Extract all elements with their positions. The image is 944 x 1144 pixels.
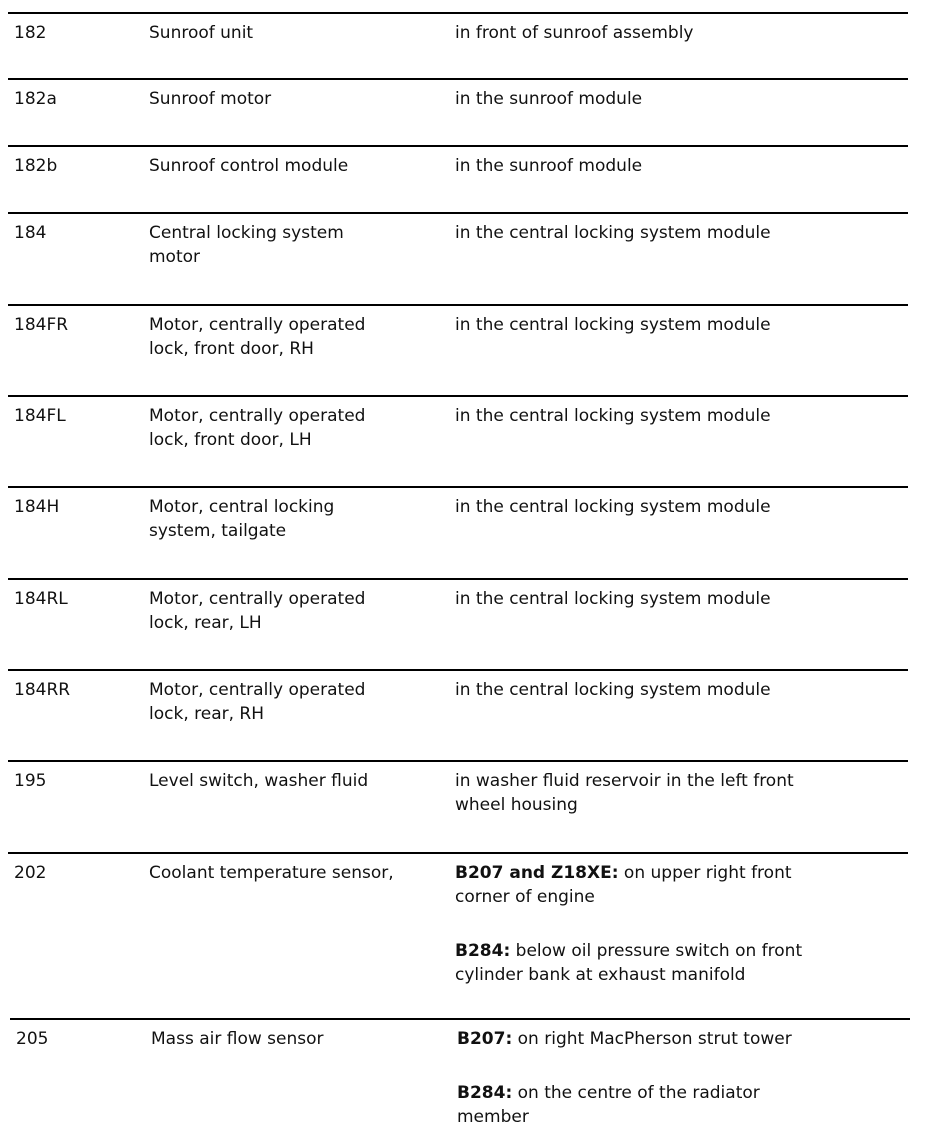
location-line <box>457 1027 792 1051</box>
location-paragraph <box>455 587 771 611</box>
component-location <box>455 678 771 702</box>
description-line: lock, front door, RH <box>149 339 314 359</box>
row-divider <box>8 12 908 14</box>
description-line: Central locking system <box>149 223 344 243</box>
component-description <box>151 1027 324 1051</box>
location-paragraph <box>455 939 802 987</box>
component-description <box>149 154 348 178</box>
component-code: 184RR <box>14 680 71 700</box>
location-line <box>457 1081 792 1105</box>
description-line: Mass air flow sensor <box>151 1029 324 1049</box>
row-divider <box>8 145 908 147</box>
component-description <box>149 221 344 269</box>
component-location <box>455 587 771 611</box>
component-location <box>455 154 642 178</box>
description-line: Motor, centrally operated <box>149 680 366 700</box>
location-paragraph <box>455 861 802 909</box>
row-divider <box>8 304 908 306</box>
location-line: cylinder bank at exhaust manifold <box>455 965 746 985</box>
component-description <box>149 21 253 45</box>
location-paragraph <box>455 87 642 111</box>
location-line: in the central locking system module <box>455 680 771 700</box>
description-line: system, tailgate <box>149 521 287 541</box>
engine-variant-label: B207: <box>457 1029 513 1049</box>
row-divider <box>10 1018 910 1020</box>
location-paragraph <box>455 678 771 702</box>
component-description <box>149 861 394 885</box>
component-code: 184H <box>14 497 60 517</box>
location-text: on the centre of the radiator <box>512 1083 760 1103</box>
location-paragraph <box>457 1081 792 1129</box>
row-divider <box>8 760 908 762</box>
location-text: on right MacPherson strut tower <box>512 1029 792 1049</box>
component-location <box>455 221 771 245</box>
description-line: Sunroof motor <box>149 89 272 109</box>
row-divider <box>8 669 908 671</box>
location-paragraph <box>455 495 771 519</box>
location-line: member <box>457 1107 529 1127</box>
row-divider <box>8 212 908 214</box>
component-code: 182a <box>14 89 57 109</box>
location-line: in washer fluid reservoir in the left front <box>455 771 794 791</box>
row-divider <box>8 486 908 488</box>
component-description <box>149 587 365 635</box>
location-line: in front of sunroof assembly <box>455 23 694 43</box>
location-line: in the central locking system module <box>455 315 771 335</box>
location-paragraph <box>455 21 693 45</box>
description-line: Motor, central locking <box>149 497 335 517</box>
location-line: corner of engine <box>455 887 595 907</box>
description-line: Motor, centrally operated <box>149 406 366 426</box>
component-description <box>149 769 368 793</box>
component-code: 184 <box>14 223 47 243</box>
component-description <box>149 404 365 452</box>
location-line <box>455 939 802 963</box>
description-line: lock, front door, LH <box>149 430 312 450</box>
component-location <box>455 313 771 337</box>
component-description <box>149 87 271 111</box>
engine-variant-label: B284: <box>455 941 511 961</box>
location-line: in the sunroof module <box>455 89 643 109</box>
description-line: lock, rear, LH <box>149 613 262 633</box>
location-paragraph <box>455 404 771 428</box>
location-line: in the central locking system module <box>455 589 771 609</box>
component-code: 182b <box>14 156 58 176</box>
component-code: 184FR <box>14 315 69 335</box>
location-text: on upper right front <box>618 863 792 883</box>
location-paragraph <box>455 313 771 337</box>
row-divider <box>8 578 908 580</box>
component-description <box>149 495 334 543</box>
description-line: lock, rear, RH <box>149 704 265 724</box>
location-paragraph <box>455 221 771 245</box>
location-line: in the central locking system module <box>455 497 771 517</box>
location-line: in the central locking system module <box>455 406 771 426</box>
component-location <box>455 87 642 111</box>
location-text: below oil pressure switch on front <box>510 941 803 961</box>
location-paragraph <box>455 769 794 817</box>
row-divider <box>8 395 908 397</box>
component-code: 182 <box>14 23 47 43</box>
component-location <box>455 495 771 519</box>
description-line: Sunroof control module <box>149 156 349 176</box>
description-line: Motor, centrally operated <box>149 315 366 335</box>
location-paragraph <box>455 154 642 178</box>
component-code: 184FL <box>14 406 66 426</box>
description-line: Sunroof unit <box>149 23 254 43</box>
location-paragraph <box>457 1027 792 1051</box>
location-line <box>455 861 802 885</box>
location-line: in the central locking system module <box>455 223 771 243</box>
component-location <box>455 404 771 428</box>
component-location <box>455 861 802 987</box>
location-line: wheel housing <box>455 795 578 815</box>
component-description <box>149 678 365 726</box>
row-divider <box>8 78 908 80</box>
engine-variant-label: B207 and Z18XE: <box>455 863 619 883</box>
component-code: 195 <box>14 771 47 791</box>
component-code: 205 <box>16 1029 49 1049</box>
engine-variant-label: B284: <box>457 1083 513 1103</box>
component-description <box>149 313 365 361</box>
row-divider <box>8 852 908 854</box>
component-location <box>455 769 794 817</box>
component-code: 202 <box>14 863 47 883</box>
description-line: motor <box>149 247 201 267</box>
component-code: 184RL <box>14 589 68 609</box>
component-location <box>457 1027 792 1129</box>
description-line: Coolant temperature sensor, <box>149 863 394 883</box>
component-location <box>455 21 693 45</box>
description-line: Level switch, washer fluid <box>149 771 369 791</box>
description-line: Motor, centrally operated <box>149 589 366 609</box>
location-line: in the sunroof module <box>455 156 643 176</box>
